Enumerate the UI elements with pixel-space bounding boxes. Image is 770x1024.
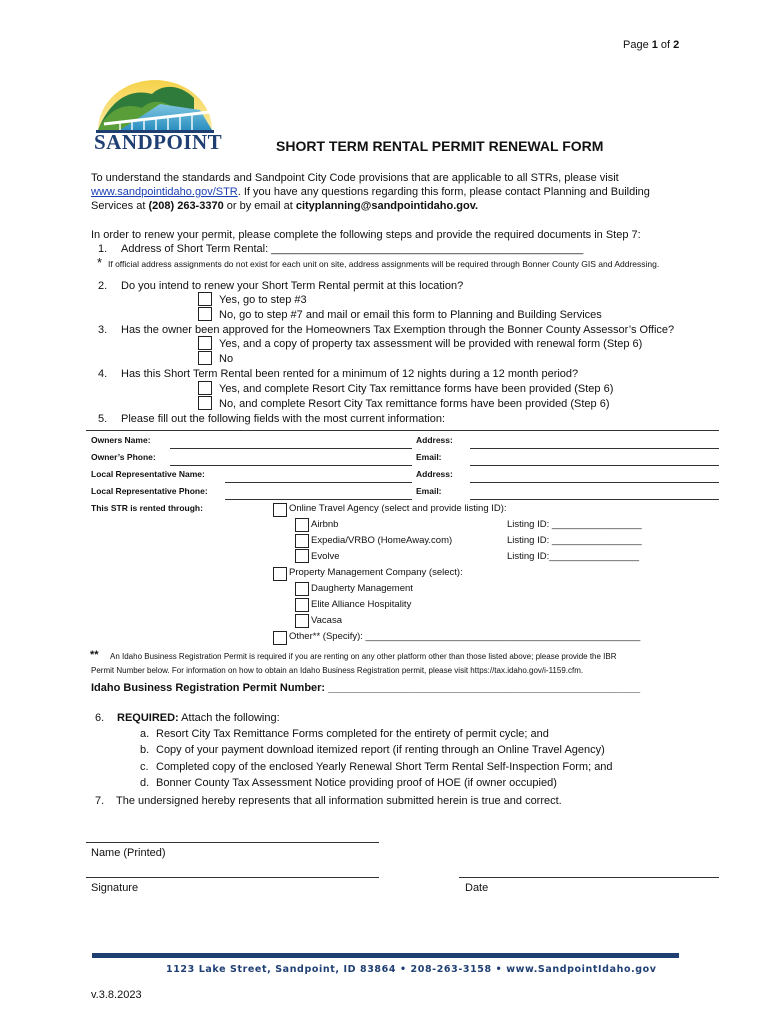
- evolve-checkbox[interactable]: [295, 549, 309, 563]
- step-2-yes-checkbox[interactable]: [198, 292, 212, 306]
- rep-address-label: Address:: [416, 469, 453, 479]
- step-6-item-c: Completed copy of the enclosed Yearly Renewal Short Term Rental Self-Inspection Form; and: [156, 761, 613, 773]
- step-6-item-b: Copy of your payment download itemized report (if renting through an Online Travel Agency): [156, 744, 605, 756]
- airbnb-label: Airbnb: [311, 519, 339, 530]
- signature-label: Signature: [91, 882, 139, 894]
- logo-wordmark: SANDPOINT: [94, 130, 223, 154]
- step-2-yes-label: Yes, go to step #3: [219, 294, 307, 306]
- step-7-text: The undersigned hereby represents that all information submitted herein is true and correct.: [116, 795, 562, 807]
- daugherty-label: Daugherty Management: [311, 583, 413, 594]
- rep-email-field[interactable]: [470, 499, 719, 500]
- step-2-question: Do you intend to renew your Short Term Rental permit at this location?: [121, 280, 464, 292]
- owner-email-field[interactable]: [470, 465, 719, 466]
- step-4-yes-label: Yes, and complete Resort City Tax remittance forms have been provided (Step 6): [219, 383, 614, 395]
- vacasa-checkbox[interactable]: [295, 614, 309, 628]
- str-website-link[interactable]: www.sandpointidaho.gov/STR: [91, 186, 238, 198]
- version-label: v.3.8.2023: [91, 989, 142, 1001]
- fields-top-rule: [86, 430, 719, 431]
- step-4-number: 4.: [98, 368, 108, 380]
- step-2-no-checkbox[interactable]: [198, 307, 212, 321]
- owners-phone-label: Owner’s Phone:: [91, 452, 156, 462]
- local-rep-name-label: Local Representative Name:: [91, 469, 205, 479]
- step-4-no-checkbox[interactable]: [198, 396, 212, 410]
- owners-name-label: Owners Name:: [91, 435, 151, 445]
- address-note: If official address assignments do not exist for each unit on site, address assignments will be required through Bonner County GIS and Addressing.: [108, 259, 660, 269]
- page-number: [623, 39, 679, 51]
- other-specify-field[interactable]: Other** (Specify): ____________________________________________________: [289, 631, 641, 642]
- airbnb-listing-id[interactable]: Listing ID: _________________: [507, 519, 642, 530]
- date-field[interactable]: [459, 877, 719, 878]
- step-5-number: 5.: [98, 413, 108, 425]
- page-total: 2: [673, 39, 680, 51]
- step-3-yes-label: Yes, and a copy of property tax assessment will be provided with renewal form (Step 6): [219, 338, 643, 350]
- owners-phone-field[interactable]: [170, 465, 412, 466]
- step-3-yes-checkbox[interactable]: [198, 336, 212, 350]
- step-6-item-a-letter: a.: [140, 728, 150, 740]
- step-6-number: 6.: [95, 712, 105, 724]
- step-4-yes-checkbox[interactable]: [198, 381, 212, 395]
- vacasa-label: Vacasa: [311, 615, 342, 626]
- step-6-item-a: Resort City Tax Remittance Forms completed for the entirety of permit cycle; and: [156, 728, 549, 740]
- signature-field[interactable]: [86, 877, 379, 878]
- sandpoint-logo: [90, 70, 223, 156]
- footer-rule: [92, 953, 679, 958]
- step-4-no-label: No, and complete Resort City Tax remittance forms have been provided (Step 6): [219, 398, 610, 410]
- evolve-listing-id[interactable]: Listing ID:_________________: [507, 551, 640, 562]
- rep-address-field[interactable]: [470, 482, 719, 483]
- step-2-number: 2.: [98, 280, 108, 292]
- page-label: Page: [623, 39, 652, 51]
- owners-name-field[interactable]: [170, 448, 412, 449]
- rep-email-label: Email:: [416, 486, 442, 496]
- name-printed-field[interactable]: [86, 842, 379, 843]
- step-6-item-d: Bonner County Tax Assessment Notice providing proof of HOE (if owner occupied): [156, 777, 557, 789]
- ibr-note-star: **: [90, 649, 99, 661]
- local-rep-phone-label: Local Representative Phone:: [91, 486, 208, 496]
- step-3-no-label: No: [219, 353, 234, 365]
- footer-contact: 1123 Lake Street, Sandpoint, ID 83864 • 208-263-3158 • www.SandpointIdaho.gov: [166, 964, 657, 975]
- owner-email-label: Email:: [416, 452, 442, 462]
- step-6-heading: [117, 711, 280, 725]
- intro-line-2-rest: . If you have any questions regarding this form, please contact Planning and Building: [237, 186, 650, 198]
- planning-phone: (208) 263-3370: [148, 200, 224, 212]
- step-6-required: REQUIRED:: [117, 712, 179, 724]
- step-7-number: 7.: [95, 795, 105, 807]
- expedia-checkbox[interactable]: [295, 534, 309, 548]
- ibr-note-line-1: An Idaho Business Registration Permit is required if you are renting on any other platform other than those listed above; please provide the IBR: [110, 652, 617, 661]
- form-title: SHORT TERM RENTAL PERMIT RENEWAL FORM: [276, 138, 604, 154]
- step-5-text: Please fill out the following fields with the most current information:: [121, 413, 446, 425]
- pm-checkbox[interactable]: [273, 567, 287, 581]
- owner-address-field[interactable]: [470, 448, 719, 449]
- ota-checkbox[interactable]: [273, 503, 287, 517]
- expedia-label: Expedia/VRBO (HomeAway.com): [311, 535, 453, 546]
- planning-email: cityplanning@sandpointidaho.gov.: [295, 200, 479, 212]
- step-3-number: 3.: [98, 324, 108, 336]
- ibr-permit-number-field[interactable]: Idaho Business Registration Permit Number: ___________________________________________________: [91, 682, 641, 694]
- other-checkbox[interactable]: [273, 631, 287, 645]
- step-1-address[interactable]: Address of Short Term Rental: ___________________________________________________: [121, 243, 584, 255]
- address-note-star: *: [97, 255, 103, 270]
- pm-label: Property Management Company (select):: [289, 567, 463, 578]
- intro-line-3: [91, 199, 478, 213]
- evolve-label: Evolve: [311, 551, 340, 562]
- ibr-note-line-2: Permit Number below. For information on how to obtain an Idaho Business Registration permit, please visit https://tax.idaho.gov/i-1159.cfm.: [91, 666, 584, 675]
- steps-intro: In order to renew your permit, please complete the following steps and provide the required documents in Step 7:: [91, 229, 641, 241]
- owner-address-label: Address:: [416, 435, 453, 445]
- page-of: of: [657, 39, 674, 51]
- step-1-number: 1.: [98, 243, 108, 255]
- elite-label: Elite Alliance Hospitality: [311, 599, 412, 610]
- daugherty-checkbox[interactable]: [295, 582, 309, 596]
- intro-or-email: or by email at: [223, 200, 296, 212]
- elite-checkbox[interactable]: [295, 598, 309, 612]
- intro-line-2: [91, 185, 650, 199]
- local-rep-phone-field[interactable]: [225, 499, 412, 500]
- expedia-listing-id[interactable]: Listing ID: _________________: [507, 535, 642, 546]
- step-6-text: Attach the following:: [178, 712, 280, 724]
- step-6-item-b-letter: b.: [140, 744, 150, 756]
- step-3-no-checkbox[interactable]: [198, 351, 212, 365]
- page-current: 1: [651, 39, 658, 51]
- local-rep-name-field[interactable]: [225, 482, 412, 483]
- step-2-no-label: No, go to step #7 and mail or email this form to Planning and Building Services: [219, 309, 602, 321]
- step-6-item-c-letter: c.: [140, 761, 149, 773]
- date-label: Date: [465, 882, 489, 894]
- intro-services-at: Services at: [91, 200, 149, 212]
- ota-label: Online Travel Agency (select and provide listing ID):: [289, 503, 507, 514]
- name-printed-label: Name (Printed): [91, 847, 166, 859]
- rented-through-label: This STR is rented through:: [91, 503, 203, 513]
- step-4-question: Has this Short Term Rental been rented for a minimum of 12 nights during a 12 month period?: [121, 368, 579, 380]
- intro-line-1: To understand the standards and Sandpoint City Code provisions that are applicable to all STRs, please visit: [91, 172, 619, 184]
- step-6-item-d-letter: d.: [140, 777, 150, 789]
- step-3-question: Has the owner been approved for the Homeowners Tax Exemption through the Bonner County Assessor’s Office?: [121, 324, 675, 336]
- airbnb-checkbox[interactable]: [295, 518, 309, 532]
